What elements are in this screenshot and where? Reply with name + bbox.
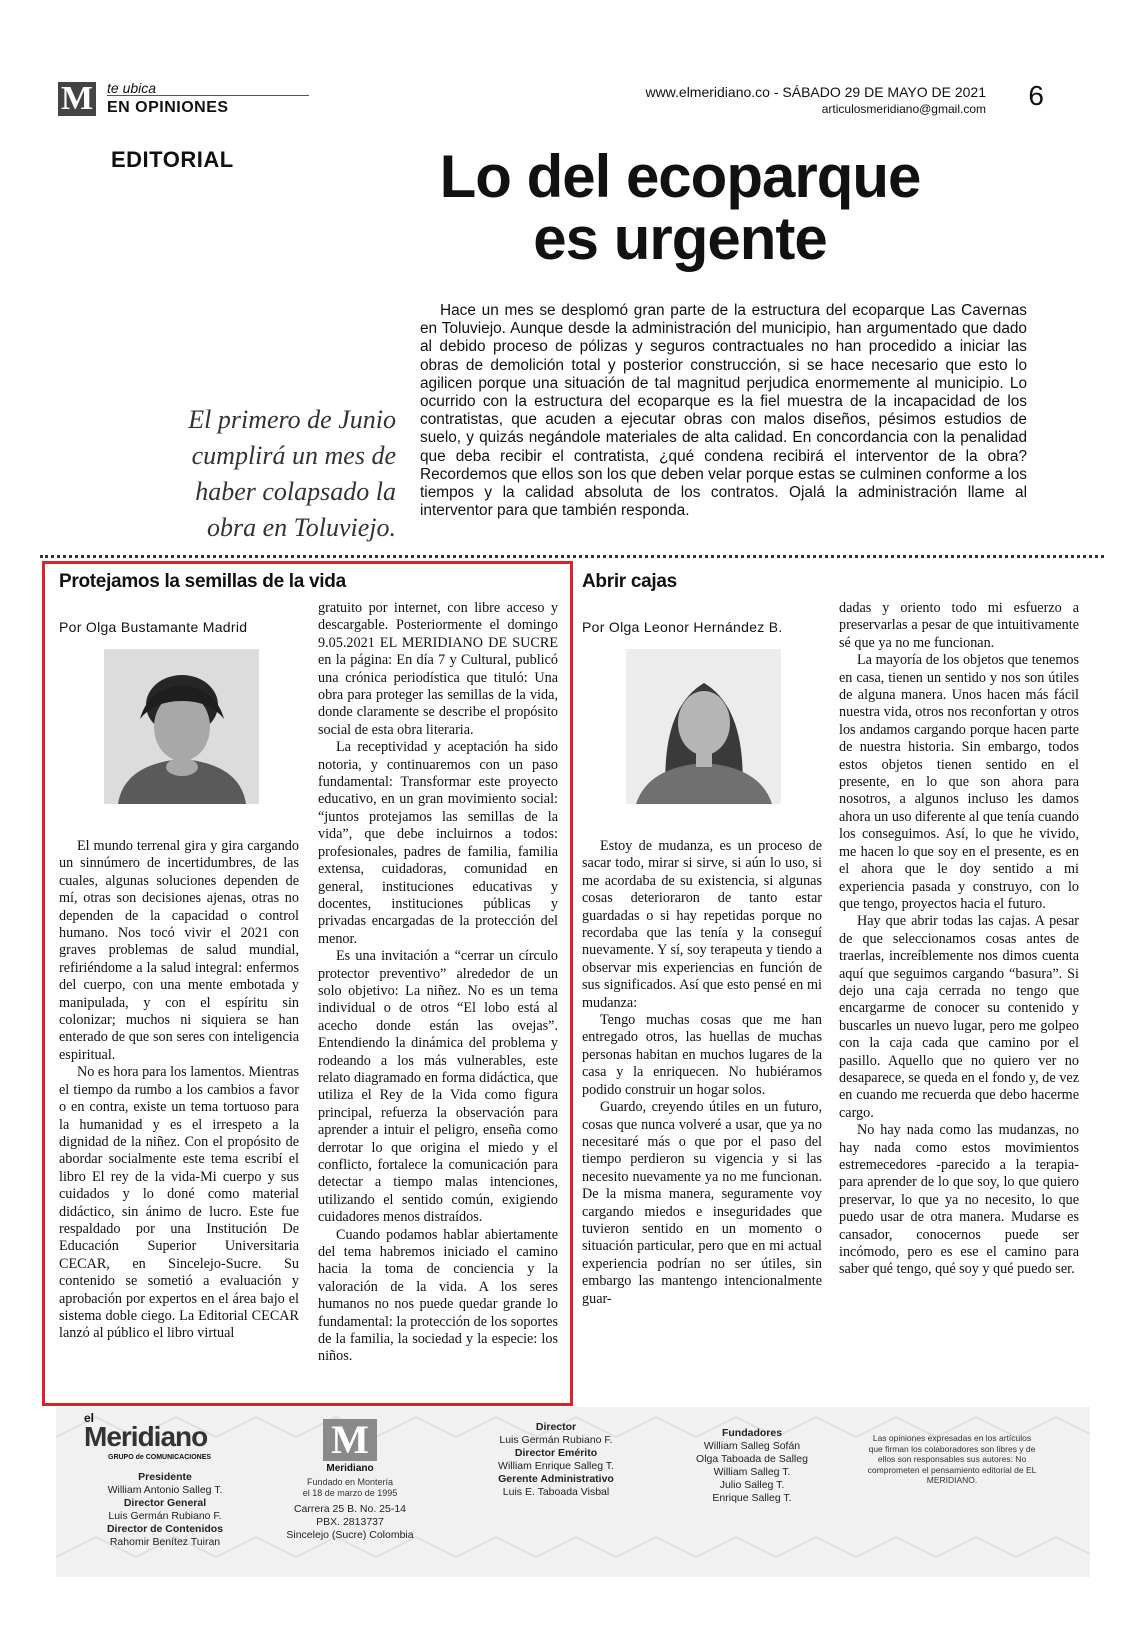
- article1-paragraph: Es una invitación a “cerrar un círculo protector preventivo” alrededor de un solo objetivo: La niñez. No es un tema individual o de otros “El lobo está al acecho donde están las ovejas”. Entendiendo la dinámica del problema y rodeando a los más vulnerables, este relato diagramado en forma didáctica, que utiliza el Rey de la Vida como figura principal, refuerza la observación para aprender a intuir el peligro, enseña como derrotar lo que origina el miedo y el conflicto, fortalece la comunicación para detectar a tiempo malas intenciones, utilizando el sentido común, exigiendo cuidadores menos distraídos.: [318, 948, 558, 1226]
- article2-paragraph: dadas y oriento todo mi esfuerzo a preservarlas a pesar de que intuitivamente sé que ya no me funcionan.: [839, 600, 1079, 651]
- staff-mid: [476, 1421, 636, 1499]
- founded-info: [280, 1477, 420, 1499]
- staff-name: William Antonio Salleg T.: [107, 1484, 223, 1496]
- article2-paragraph: No hay nada como las mudanzas, no hay nada como estos movimientos estremecedores -parecido a la terapia- para aprender de lo que soy, lo que quiero preservar, lo que ya no necesito, lo que puedo usar de otra manera. Mudarse es cansador, conocernos puede ser incómodo, pero es ese el camino para saber qué tengo, qué soy y qué puedo ser.: [839, 1122, 1079, 1278]
- address-line: Carrera 25 B. No. 25-14: [293, 1503, 407, 1515]
- article2-paragraph: Hay que abrir todas las cajas. A pesar de que seleccionamos cosas antes de traerlas, increíblemente nos dimos cuenta aquí que seguimos cargando “basura”. Si dejo una caja cerrada no tengo que encargarme de conocer su contenido y buscarles un nuevo lugar, pero me golpeo con la caja cada que camino por el pasillo. Aquello que no quiero ver no desaparece, se queda en el fondo y, de vez en cuando me recuerda que debo hacerme cargo.: [839, 913, 1079, 1121]
- brand-logo: Meridiano: [84, 1421, 208, 1452]
- editorial-headline: [400, 143, 960, 272]
- staff-name: Luis Germán Rubiano F.: [108, 1510, 222, 1522]
- article2-byline: Por Olga Leonor Hernández B.: [582, 619, 783, 635]
- article1-byline: Por Olga Bustamante Madrid: [59, 619, 248, 635]
- article1-paragraph: Cuando podamos hablar abiertamente del tema habremos iniciado el camino hacia la toma de conciencia y la valoración de la vida. A los seres humanos no nos puede quedar grande lo fundamental: la protección de los soportes de la familia, la sociedad y la especie: los niños.: [318, 1226, 558, 1365]
- founder-name: William Salleg Sofán: [703, 1440, 801, 1452]
- page-number: 6: [1028, 80, 1044, 111]
- article2-column-2: [839, 600, 1079, 1279]
- staff-name: Rahomir Benítez Tuiran: [109, 1536, 221, 1548]
- staff-left: [70, 1471, 260, 1549]
- address-block: [280, 1503, 420, 1542]
- tagline-rule: [107, 95, 309, 96]
- tagline-section: EN OPINIONES: [107, 99, 229, 116]
- article2-paragraph: La mayoría de los objetos que tenemos en casa, tienen un sentido y nos son útiles de alguna manera. Unos hacen más fácil nuestra vida, otros nos reconfortan y otros los andamos cargando porque hacen parte de nuestra historia. Sin embargo, todos estos objetos tienen sentido en el presente, en lo que son ahora para nosotros, a algunos incluso les damos ahora un uso diferente al que tenía cuando los conseguimos. Así, lo que he vivido, me hacen lo que soy en el presente, es en el ahora que le doy sentido a mi experiencia pasada y construyo, con lo que tengo, proyectos hacia el futuro.: [839, 652, 1079, 912]
- portrait-icon: [104, 649, 259, 804]
- founders-title: Fundadores: [721, 1427, 783, 1439]
- article2-paragraph: Guardo, creyendo útiles en un futuro, cosas que nunca volveré a usar, que ya no necesitaré más o que por el paso del tiempo perdieron su vigencia y si las necesito nuevamente ya no me funcionan. De la misma manera, seguramente voy cargando miedos e inseguridades que tuvieron sentido en un momento o situación particular, pero que en mi actual experiencia podrían no ser útiles, sin embargo las mantengo intencionalmente guar-: [582, 1099, 822, 1307]
- article1-paragraph: La receptividad y aceptación ha sido notoria, y continuaremos con un paso fundamental: Transformar este proyecto educativo, en un gran movimiento social: “juntos protejamos las semillas de la vida”, que debe incluirnos a todos: profesionales, padres de familia, familia extensa, cuidadoras, comunidad en general, instituciones educativas y docentes, instituciones públicas y privadas encargadas de la protección del menor.: [318, 739, 558, 947]
- article2-paragraph: Estoy de mudanza, es un proceso de sacar todo, mirar si sirve, si aún lo uso, si me acordaba de su existencia, si algunas cosas deterioraron de tanto estar guardadas o si hay repetidas porque no recordaba que las tenía y la conseguí nuevamente. Y sí, soy terapeuta y tiendo a observar mis experiencias en función de sus significados. Así que esto pensé en mi mudanza:: [582, 838, 822, 1011]
- headline-line-2: es urgente: [533, 205, 827, 272]
- founder-name: Julio Salleg T.: [719, 1479, 785, 1491]
- staff-name: Luis Germán Rubiano F.: [499, 1434, 613, 1446]
- article2-title: Abrir cajas: [582, 571, 677, 592]
- disclaimer: Las opiniones expresadas en los artículos que firman los colaboradores son libres y de ellos son responsables sus autores: No comprometen el pensamiento editorial de EL MERIDIANO.: [867, 1433, 1037, 1485]
- logo-m-icon: M: [58, 82, 96, 116]
- article2-paragraph: Tengo muchas cosas que me han entregado otros, las huellas de muchas personas habitan en muchos lugares de la casa y la enriquecen. No hubiéramos podido construir un hogar solos.: [582, 1012, 822, 1098]
- brand-subtitle: GRUPO de COMUNICACIONES: [108, 1454, 212, 1461]
- founders-block: [682, 1427, 822, 1505]
- article2-column-1: [582, 838, 822, 1308]
- founder-name: Olga Taboada de Salleg: [696, 1453, 808, 1465]
- brand-el: el: [84, 1411, 95, 1425]
- contact-email: articulosmeridiano@gmail.com: [821, 102, 986, 116]
- section-divider: [40, 555, 1104, 558]
- site-date-line: www.elmeridiano.co - SÁBADO 29 DE MAYO DE 2021: [645, 84, 986, 100]
- founder-name: William Salleg T.: [713, 1466, 791, 1478]
- founded-line: Fundado en Montería: [306, 1477, 394, 1487]
- emblem-m-icon: M: [323, 1419, 377, 1461]
- footer-masthead: [56, 1407, 1090, 1577]
- article1-paragraph: gratuito por internet, con libre acceso y descargable. Posteriormente el domingo 9.05.2021 EL MERIDIANO DE SUCRE en la página: En día 7 y Cultural, publicó una crónica periodística que tituló: Una obra para proteger las semillas de la vida, donde claramente se describe el propósito social de esta obra literaria.: [318, 600, 558, 738]
- article1-column-2: [318, 600, 558, 1366]
- staff-role: Director: [535, 1421, 577, 1433]
- phone-line: PBX. 2813737: [316, 1516, 384, 1528]
- founded-line: el 18 de marzo de 1995: [302, 1488, 398, 1498]
- article1-title: Protejamos la semillas de la vida: [59, 571, 346, 592]
- article1-paragraph: No es hora para los lamentos. Mientras el tiempo da rumbo a los cambios a favor o en contra, existe un tema tortuoso para la humanidad y es el irrespeto a la dignidad de la niñez. Con el propósito de abordar socialmente este tema escribí el libro El rey de la vida-Mi cuerpo y sus cuidados y lo doné como material didáctico, sin ánimo de lucro. Este fue respaldado por una Institución De Educación Superior Universitaria CECAR, en Sincelejo-Sucre. Su contenido se sometió a evaluación y aprobación por expertos en el área bajo el sistema doble ciego. La Editorial CECAR lanzó al público el libro virtual: [59, 1064, 299, 1342]
- staff-role: Director de Contenidos: [106, 1523, 224, 1535]
- staff-role: Director Emérito: [514, 1447, 598, 1459]
- portrait-icon: [626, 649, 781, 804]
- editorial-body: Hace un mes se desplomó gran parte de la estructura del ecoparque Las Cavernas en Toluviejo. Aunque desde la administración del municipio, han argumentado que dado al debido proceso de pólizas y seguros contractuales no han procedido a iniciar las obras de demolición total y posterior construcción, si se hace necesario que esto lo agilicen porque una situación de tal magnitud perjudica enormemente al municipio. Lo ocurrido con la estructura del ecoparque es la fiel muestra de la incapacidad de los contratistas, que acuden a ejecutar obras con malos diseños, pésimos estudios de suelo, y quizás negándole materiales de alta calidad. En concordancia con la penalidad que deba recibir el contratista, ¿qué condena recibirá el interventor de la obra? Recordemos que ellos son los que deben velar porque estas se culminen conforme a los tiempos y la calidad absoluta de los contratos. Ojalá la administración llame al interventor para que también responda.: [420, 302, 1027, 520]
- author-photo-2: [626, 649, 781, 804]
- author-photo-1: [104, 649, 259, 804]
- headline-line-1: Lo del ecoparque: [439, 143, 921, 210]
- staff-name: Luis E. Taboada Visbal: [502, 1486, 610, 1498]
- section-label: EDITORIAL: [111, 147, 234, 172]
- city-line: Sincelejo (Sucre) Colombia: [286, 1529, 414, 1541]
- staff-name: William Enrique Salleg T.: [498, 1460, 614, 1472]
- staff-role: Gerente Administrativo: [498, 1473, 614, 1485]
- founder-name: Enrique Salleg T.: [712, 1492, 792, 1504]
- article1-paragraph: El mundo terrenal gira y gira cargando un sinnúmero de incertidumbres, de las cuales, algunas soluciones dependen de mí, otras son decisiones ajenas, otras no dependen de la capacidad o control humano. Nos tocó vivir el 2021 con graves problemas de salud mundial, refiriéndome a la salud integral: enfermos del cuerpo, con una mente embotada y manipulada, y con el espíritu sin colonizar; muchos ni siquiera se han enterado de que son seres con inteligencia espiritual.: [59, 838, 299, 1063]
- tagline-small: te ubica: [107, 80, 157, 96]
- pull-quote: El primero de Junio cumplirá un mes de haber colapsado la obra en Toluviejo.: [188, 405, 396, 542]
- staff-role: Director General: [123, 1497, 207, 1509]
- emblem-name: Meridiano: [326, 1463, 374, 1474]
- staff-role: Presidente: [138, 1471, 192, 1483]
- article1-column-1: [59, 838, 299, 1343]
